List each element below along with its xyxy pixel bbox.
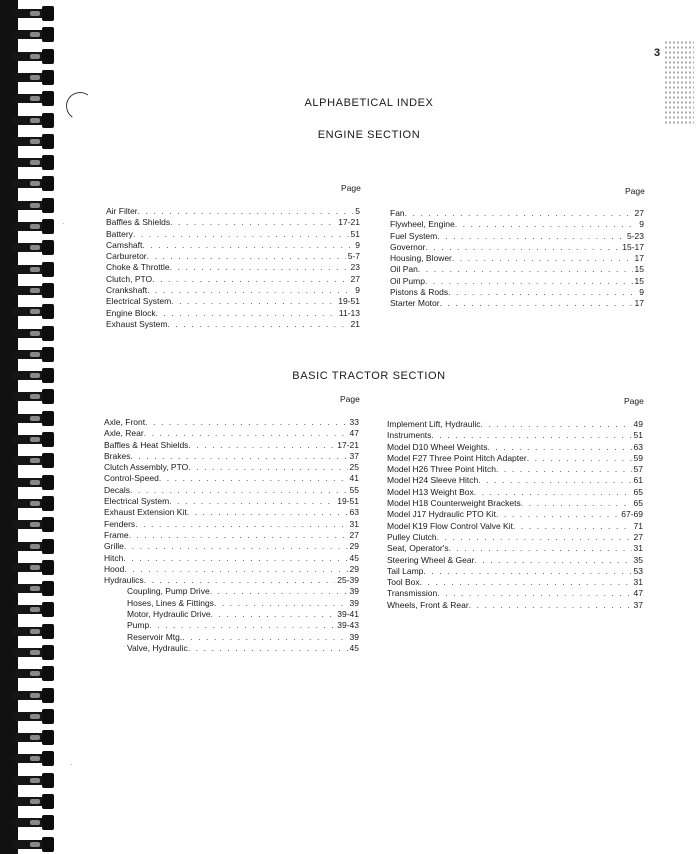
entry-page: 19-51 bbox=[337, 496, 359, 507]
entry-name: Implement Lift, Hydraulic bbox=[387, 419, 481, 429]
entry-page: 39-41 bbox=[337, 609, 359, 620]
entry-name: Model D10 Wheel Weights bbox=[387, 441, 488, 452]
index-entry bbox=[390, 264, 644, 275]
index-entry bbox=[387, 566, 643, 577]
entry-name: Hood bbox=[104, 563, 125, 574]
dot-leader bbox=[452, 253, 633, 264]
entry-page: 49 bbox=[633, 419, 643, 429]
margin-dot: · bbox=[62, 219, 65, 228]
entry-name: Crankshaft bbox=[106, 285, 148, 296]
index-entry bbox=[387, 487, 643, 498]
entry-name: Axle, Front bbox=[104, 417, 146, 427]
entry-name: Choke & Throttle bbox=[106, 262, 170, 273]
binding-coil bbox=[12, 688, 56, 703]
dot-leader bbox=[474, 487, 632, 498]
entry-name: Starter Motor bbox=[390, 298, 440, 309]
dot-leader bbox=[431, 430, 631, 441]
index-entry bbox=[106, 285, 360, 296]
entry-page: 5-7 bbox=[347, 251, 360, 262]
entry-page: 57 bbox=[633, 464, 643, 475]
entry-name: Steering Wheel & Gear bbox=[387, 554, 475, 565]
entry-name: Pistons & Rods bbox=[390, 287, 449, 298]
binding-coil bbox=[12, 815, 56, 830]
binding-coil bbox=[12, 560, 56, 575]
binding-coil bbox=[12, 794, 56, 809]
entry-page: 63 bbox=[633, 441, 643, 452]
dot-leader bbox=[182, 632, 347, 643]
entry-name: Axle, Rear bbox=[104, 428, 144, 439]
index-entry bbox=[387, 532, 643, 543]
dot-leader bbox=[211, 609, 336, 620]
basic-index-left bbox=[104, 417, 359, 654]
basic-index-right bbox=[387, 419, 643, 611]
entry-page: 17-21 bbox=[338, 217, 360, 228]
entry-page: 9 bbox=[639, 287, 644, 298]
binding-coil bbox=[12, 602, 56, 617]
index-entry bbox=[106, 262, 360, 273]
dot-leader bbox=[448, 287, 637, 298]
index-entry bbox=[104, 473, 359, 484]
index-entry bbox=[104, 620, 359, 631]
dot-leader bbox=[170, 262, 349, 273]
entry-page: 25-39 bbox=[337, 575, 359, 586]
dot-leader bbox=[496, 464, 632, 475]
binding-coil bbox=[12, 773, 56, 788]
entry-page: 15 bbox=[634, 275, 644, 286]
entry-page: 29 bbox=[349, 541, 359, 552]
entry-page: 53 bbox=[633, 565, 643, 576]
dot-leader bbox=[496, 509, 619, 520]
basic-tractor-section-title: BASIC TRACTOR SECTION bbox=[292, 370, 446, 382]
binding-coil bbox=[12, 453, 56, 468]
entry-page: 45 bbox=[349, 642, 359, 653]
entry-name: Air Filter bbox=[106, 206, 138, 216]
entry-name: Instruments bbox=[387, 430, 432, 441]
binding-coil bbox=[12, 283, 56, 298]
entry-page: 25 bbox=[349, 462, 359, 473]
page-column-header: Page bbox=[625, 186, 645, 196]
entry-page: 51 bbox=[350, 228, 360, 239]
entry-name: Oil Pan bbox=[390, 264, 418, 275]
entry-name: Model J17 Hydraulic PTO Kit bbox=[387, 509, 496, 520]
margin-dot: · bbox=[70, 760, 73, 769]
dot-leader bbox=[423, 566, 631, 577]
dot-leader bbox=[188, 643, 348, 654]
entry-page: 59 bbox=[633, 452, 643, 463]
binding-coil bbox=[12, 326, 56, 341]
entry-page: 17 bbox=[634, 298, 644, 309]
entry-page: 15 bbox=[634, 264, 644, 275]
index-entry bbox=[104, 496, 359, 507]
index-entry bbox=[387, 543, 643, 554]
page-number: 3 bbox=[654, 47, 661, 59]
entry-page: 29 bbox=[349, 563, 359, 574]
entry-name: Fan bbox=[390, 208, 405, 218]
index-entry bbox=[106, 274, 360, 285]
entry-name: Hoses, Lines & Fittings bbox=[127, 597, 214, 608]
binding-coil bbox=[12, 730, 56, 745]
entry-page: 39 bbox=[349, 586, 359, 597]
index-entry bbox=[106, 206, 360, 217]
index-entry bbox=[104, 541, 359, 552]
entry-page: 9 bbox=[355, 239, 360, 250]
dot-leader bbox=[513, 521, 632, 532]
binding-coil bbox=[12, 27, 56, 42]
entry-page: 17 bbox=[634, 253, 644, 264]
entry-name: Grille bbox=[104, 541, 124, 552]
entry-page: 63 bbox=[349, 507, 359, 518]
binding-coil bbox=[12, 432, 56, 447]
entry-name: Baffles & Heat Shields bbox=[104, 439, 189, 450]
index-entry bbox=[104, 553, 359, 564]
dot-leader bbox=[145, 417, 347, 428]
index-entry bbox=[387, 498, 643, 509]
binding-coil bbox=[12, 219, 56, 234]
index-entry bbox=[106, 217, 360, 228]
dot-leader bbox=[130, 485, 348, 496]
entry-name: Tool Box bbox=[387, 577, 420, 588]
dot-leader bbox=[142, 240, 353, 251]
index-entry bbox=[390, 253, 644, 264]
index-entry bbox=[387, 521, 643, 532]
index-entry bbox=[387, 588, 643, 599]
dot-leader bbox=[455, 219, 638, 230]
entry-name: Valve, Hydraulic bbox=[127, 642, 188, 653]
entry-page: 67-69 bbox=[621, 509, 643, 520]
entry-name: Model F27 Three Point Hitch Adapter bbox=[387, 452, 527, 463]
entry-page: 27 bbox=[633, 531, 643, 542]
entry-page: 31 bbox=[633, 577, 643, 588]
binding-coil bbox=[12, 113, 56, 128]
entry-name: Hitch bbox=[104, 552, 124, 563]
engine-index-right bbox=[390, 208, 644, 310]
index-entry bbox=[390, 287, 644, 298]
index-entry bbox=[104, 485, 359, 496]
index-title: ALPHABETICAL INDEX bbox=[304, 97, 434, 109]
dot-leader bbox=[437, 532, 632, 543]
index-entry bbox=[387, 442, 643, 453]
index-entry bbox=[387, 453, 643, 464]
entry-page: 39 bbox=[349, 597, 359, 608]
index-entry bbox=[387, 464, 643, 475]
dot-leader bbox=[210, 586, 348, 597]
entry-name: Frame bbox=[104, 529, 129, 540]
index-entry bbox=[104, 575, 359, 586]
binding-coil bbox=[12, 837, 56, 852]
entry-page: 21 bbox=[350, 318, 360, 329]
entry-name: Reservoir Mtg. bbox=[127, 631, 183, 642]
index-entry bbox=[104, 598, 359, 609]
entry-name: Model H13 Weight Box bbox=[387, 486, 474, 497]
entry-page: 31 bbox=[349, 518, 359, 529]
entry-page: 41 bbox=[349, 473, 359, 484]
binding-coil bbox=[12, 304, 56, 319]
index-entry bbox=[106, 251, 360, 262]
entry-name: Electrical System bbox=[104, 496, 170, 507]
entry-name: Coupling, Pump Drive bbox=[127, 586, 210, 597]
binding-coil bbox=[12, 240, 56, 255]
entry-name: Seat, Operator's bbox=[387, 543, 449, 554]
entry-page: 47 bbox=[633, 588, 643, 599]
dot-leader bbox=[135, 519, 347, 530]
binding-coil bbox=[12, 411, 56, 426]
index-entry bbox=[104, 507, 359, 518]
entry-name: Pump bbox=[127, 620, 150, 631]
entry-name: Fenders bbox=[104, 518, 136, 529]
entry-page: 27 bbox=[634, 208, 644, 218]
entry-name: Model K19 Flow Control Valve Kit bbox=[387, 520, 513, 531]
index-entry bbox=[387, 555, 643, 566]
binding-coil bbox=[12, 709, 56, 724]
entry-name: Pulley Clutch bbox=[387, 531, 437, 542]
dot-leader bbox=[124, 564, 347, 575]
index-entry bbox=[106, 240, 360, 251]
dot-leader bbox=[527, 453, 632, 464]
dot-leader bbox=[144, 428, 348, 439]
entry-page: 65 bbox=[633, 498, 643, 509]
entry-name: Wheels, Front & Rear bbox=[387, 599, 469, 610]
dot-leader bbox=[187, 507, 348, 518]
dot-leader bbox=[133, 229, 349, 240]
entry-name: Motor, Hydraulic Drive bbox=[127, 609, 211, 620]
entry-name: Flywheel, Engine bbox=[390, 219, 455, 230]
entry-name: Exhaust Extension Kit bbox=[104, 507, 187, 518]
entry-page: 15-17 bbox=[622, 241, 644, 252]
entry-name: Electrical System bbox=[106, 296, 172, 307]
index-entry bbox=[104, 643, 359, 654]
engine-section-title: ENGINE SECTION bbox=[317, 129, 421, 141]
entry-page: 5 bbox=[355, 206, 360, 216]
index-entry bbox=[387, 430, 643, 441]
index-entry bbox=[104, 451, 359, 462]
index-entry bbox=[390, 231, 644, 242]
index-entry bbox=[387, 419, 643, 430]
dot-leader bbox=[437, 231, 625, 242]
binding-coil bbox=[12, 6, 56, 21]
entry-page: 35 bbox=[633, 554, 643, 565]
dot-leader bbox=[156, 308, 337, 319]
dot-leader bbox=[469, 600, 632, 611]
entry-name: Clutch Assembly, PTO bbox=[104, 462, 189, 473]
entry-name: Carburetor bbox=[106, 251, 147, 262]
index-entry bbox=[104, 586, 359, 597]
dot-leader bbox=[214, 598, 348, 609]
dot-leader bbox=[481, 419, 632, 430]
entry-name: Fuel System bbox=[390, 230, 438, 241]
dot-leader bbox=[130, 451, 347, 462]
entry-page: 11-13 bbox=[338, 307, 360, 318]
binding-coil bbox=[12, 70, 56, 85]
entry-name: Governor bbox=[390, 241, 426, 252]
binding-coil bbox=[12, 539, 56, 554]
entry-page: 51 bbox=[633, 430, 643, 441]
index-entry bbox=[104, 462, 359, 473]
dot-leader bbox=[147, 251, 346, 262]
dot-leader bbox=[149, 620, 335, 631]
entry-page: 65 bbox=[633, 486, 643, 497]
entry-name: Oil Pump bbox=[390, 275, 425, 286]
entry-page: 17-21 bbox=[337, 439, 359, 450]
entry-page: 19-51 bbox=[338, 296, 360, 307]
binding-coil bbox=[12, 751, 56, 766]
engine-index-left bbox=[106, 206, 360, 330]
entry-name: Clutch, PTO bbox=[106, 273, 153, 284]
binding-coil bbox=[12, 517, 56, 532]
binding-coil bbox=[12, 155, 56, 170]
index-entry bbox=[390, 219, 644, 230]
binding-coil bbox=[12, 198, 56, 213]
dot-leader bbox=[425, 242, 620, 253]
page-column-header: Page bbox=[341, 183, 361, 193]
index-entry bbox=[387, 475, 643, 486]
index-entry bbox=[106, 319, 360, 330]
dot-leader bbox=[123, 553, 347, 564]
binding-coil bbox=[12, 389, 56, 404]
entry-page: 61 bbox=[633, 475, 643, 486]
entry-name: Baffles & Shields bbox=[106, 217, 171, 228]
entry-name: Hydraulics bbox=[104, 575, 144, 586]
dot-leader bbox=[171, 296, 336, 307]
entry-name: Brakes bbox=[104, 450, 131, 461]
index-entry bbox=[390, 298, 644, 309]
entry-page: 45 bbox=[349, 552, 359, 563]
dot-leader bbox=[138, 206, 354, 217]
entry-page: 37 bbox=[349, 450, 359, 461]
binding-coil bbox=[12, 666, 56, 681]
index-entry bbox=[390, 208, 644, 219]
index-entry bbox=[387, 577, 643, 588]
entry-page: 23 bbox=[350, 262, 360, 273]
index-entry bbox=[390, 242, 644, 253]
entry-page: 27 bbox=[349, 529, 359, 540]
dot-leader bbox=[188, 440, 335, 451]
binding-coil bbox=[12, 262, 56, 277]
page-edge-speckle bbox=[664, 40, 694, 124]
dot-leader bbox=[167, 319, 348, 330]
page-column-header: Page bbox=[340, 394, 360, 404]
binding-coil bbox=[12, 581, 56, 596]
binding-coil bbox=[12, 624, 56, 639]
dot-leader bbox=[188, 462, 347, 473]
index-entry bbox=[106, 308, 360, 319]
index-entry bbox=[104, 417, 359, 428]
entry-name: Decals bbox=[104, 484, 130, 495]
entry-page: 9 bbox=[639, 219, 644, 230]
index-entry bbox=[104, 564, 359, 575]
entry-page: 55 bbox=[349, 484, 359, 495]
binding-coil bbox=[12, 475, 56, 490]
binding-coil bbox=[12, 496, 56, 511]
index-entry bbox=[104, 440, 359, 451]
entry-page: 39 bbox=[349, 631, 359, 642]
entry-name: Housing, Blower bbox=[390, 253, 452, 264]
entry-page: 47 bbox=[349, 428, 359, 439]
index-entry bbox=[104, 530, 359, 541]
entry-name: Model H26 Three Point Hitch bbox=[387, 464, 496, 475]
binding-coil bbox=[12, 176, 56, 191]
dot-leader bbox=[449, 543, 632, 554]
entry-page: 71 bbox=[633, 520, 643, 531]
entry-name: Control-Speed bbox=[104, 473, 159, 484]
index-entry bbox=[387, 509, 643, 520]
index-entry bbox=[106, 296, 360, 307]
index-entry bbox=[104, 609, 359, 620]
dot-leader bbox=[487, 442, 631, 453]
entry-page: 27 bbox=[350, 273, 360, 284]
entry-name: Tail Lamp bbox=[387, 565, 424, 576]
entry-name: Engine Block bbox=[106, 307, 156, 318]
dot-leader bbox=[169, 496, 335, 507]
dot-leader bbox=[420, 577, 632, 588]
dot-leader bbox=[437, 588, 631, 599]
dot-leader bbox=[129, 530, 348, 541]
dot-leader bbox=[144, 575, 336, 586]
entry-name: Exhaust System bbox=[106, 318, 168, 329]
binding-coil bbox=[12, 347, 56, 362]
dot-leader bbox=[474, 555, 631, 566]
dot-leader bbox=[521, 498, 632, 509]
entry-name: Battery bbox=[106, 228, 133, 239]
index-entry bbox=[104, 519, 359, 530]
binding-coil bbox=[12, 49, 56, 64]
entry-name: Camshaft bbox=[106, 239, 143, 250]
index-entry bbox=[387, 600, 643, 611]
index-entry bbox=[104, 428, 359, 439]
entry-name: Model H24 Sleeve Hitch bbox=[387, 475, 479, 486]
entry-page: 33 bbox=[349, 417, 359, 427]
index-entry bbox=[106, 229, 360, 240]
entry-page: 31 bbox=[633, 543, 643, 554]
dot-leader bbox=[418, 264, 633, 275]
dot-leader bbox=[425, 276, 633, 287]
dot-leader bbox=[124, 541, 348, 552]
dot-leader bbox=[159, 473, 348, 484]
entry-name: Model H18 Counterweight Brackets bbox=[387, 498, 521, 509]
entry-name: Transmission bbox=[387, 588, 438, 599]
binding-coil bbox=[12, 645, 56, 660]
dot-leader bbox=[478, 475, 631, 486]
entry-page: 39-43 bbox=[337, 620, 359, 631]
dot-leader bbox=[170, 217, 336, 228]
entry-page: 37 bbox=[633, 599, 643, 610]
index-entry bbox=[104, 632, 359, 643]
dot-leader bbox=[405, 208, 633, 219]
entry-page: 5-23 bbox=[626, 230, 644, 241]
index-entry bbox=[390, 276, 644, 287]
dot-leader bbox=[147, 285, 353, 296]
entry-page: 9 bbox=[355, 285, 360, 296]
dot-leader bbox=[152, 274, 348, 285]
page-column-header: Page bbox=[624, 396, 644, 406]
dot-leader bbox=[440, 298, 633, 309]
